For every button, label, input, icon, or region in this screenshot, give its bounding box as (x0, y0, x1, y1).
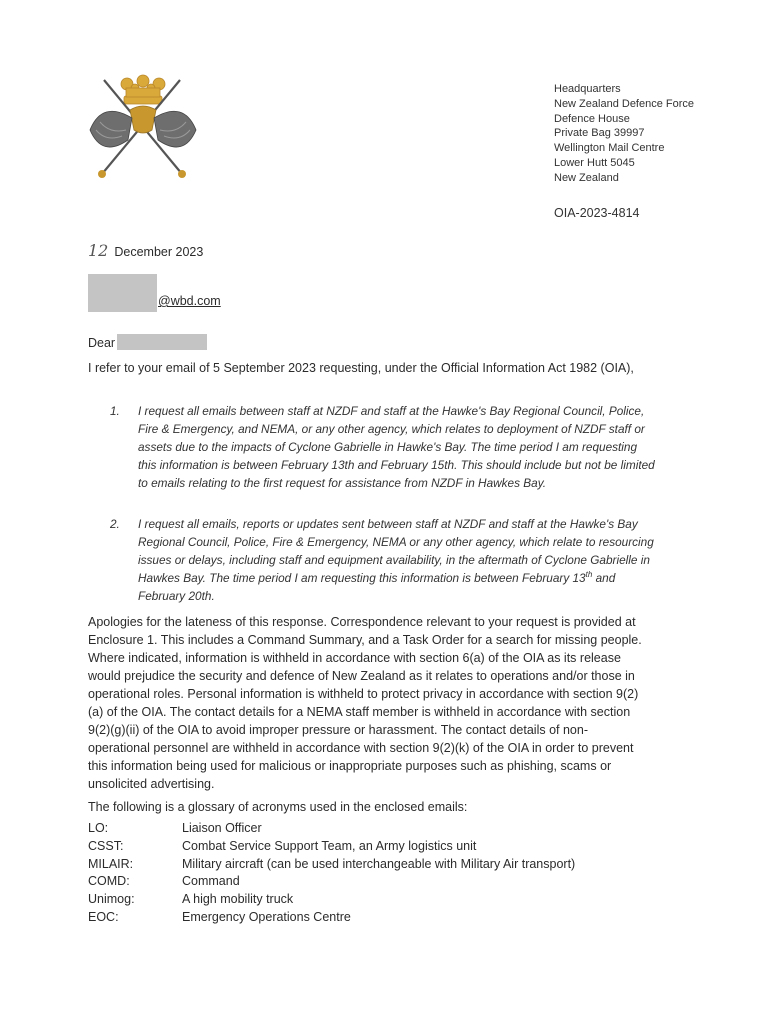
letter-date (88, 241, 203, 260)
glossary-term: EOC: (88, 909, 119, 924)
glossary-row (88, 820, 575, 838)
glossary-definition: Combat Service Support Team, an Army logistics unit (182, 838, 477, 853)
request-text (138, 515, 658, 605)
request-number: 1. (110, 404, 120, 418)
glossary-list (88, 820, 575, 927)
address-line: New Zealand Defence Force (554, 97, 695, 110)
glossary-definition: A high mobility truck (182, 892, 294, 907)
address-line: Headquarters (554, 83, 621, 95)
response-paragraph: Apologies for the lateness of this response. Correspondence relevant to your request is provided at Enclosure 1. This includes a Command Summary, and a Task Order for a search for missing people. Where indicated, information is withheld in accordance with section 6(a) of the OIA as its release would prejudice the security and defence of New Zealand as it relates to operations and/or those in operational roles. Personal information is withheld to protect privacy in accordance with section 9(2)(a) of the OIA. The contact details for a NEMA staff member is withheld in accordance with section 9(2)(g)(ii) of the OIA to avoid improper pressure or harassment. The contact details of non-operational personnel are withheld in accordance with section 9(2)(k) of the OIA in order to prevent this information being used for malicious or inappropriate purposes such as phishing, scams or unsolicited advertising. (88, 615, 642, 791)
address-line: Defence House (554, 112, 630, 125)
intro-paragraph: I refer to your email of 5 September 2023 requesting, under the Official Information Act 1982 (OIA), (88, 361, 634, 375)
glossary-row (88, 909, 575, 927)
request-text-part: and February 20th. (138, 571, 616, 603)
email-suffix: @wbd.com (158, 294, 221, 308)
reference-number: OIA-2023-4814 (554, 206, 640, 220)
glossary-row (88, 838, 575, 856)
glossary-term: COMD: (88, 874, 130, 889)
recipient-email (88, 274, 221, 312)
request-number: 2. (110, 517, 120, 531)
letterhead-address (554, 82, 694, 186)
address-line: Private Bag 39997 (554, 127, 645, 140)
glossary-term: MILAIR: (88, 856, 134, 871)
glossary-term: LO: (88, 821, 109, 835)
glossary-term: CSST: (88, 838, 124, 853)
nzdf-crest-logo (82, 70, 202, 182)
glossary-definition: Command (182, 874, 240, 889)
redaction-block (88, 274, 157, 312)
address-line: Lower Hutt 5045 (554, 156, 635, 169)
glossary-definition: Military aircraft (can be used interchangeable with Military Air transport) (182, 856, 576, 871)
glossary-row (88, 891, 575, 909)
glossary-definition: Liaison Officer (182, 821, 262, 835)
glossary-term: Unimog: (88, 892, 135, 907)
address-line: Wellington Mail Centre (554, 142, 665, 155)
handwritten-day: 12 (88, 241, 109, 260)
glossary-row (88, 873, 575, 891)
glossary-definition: Emergency Operations Centre (182, 909, 351, 924)
salutation-text: Dear (88, 336, 116, 350)
address-line: New Zealand (554, 171, 619, 184)
superscript: th (585, 570, 593, 580)
request-text-part: I request all emails, reports or updates sent between staff at NZDF and staff at the Hawke's Bay Regional Council, Police, Fire & Emergency, NEMA or any other agency, which relate to resourcing issues or delays, including staff and equipment availability, in the aftermath of Cyclone Gabrielle in Hawkes Bay. The time period I am requesting this information is between February 13 (138, 517, 654, 585)
date-text: December 2023 (114, 245, 204, 259)
redaction-block (117, 334, 207, 350)
glossary-intro: The following is a glossary of acronyms used in the enclosed emails: (88, 800, 468, 814)
request-item (110, 402, 658, 492)
request-item (110, 515, 658, 605)
salutation (88, 334, 207, 350)
glossary-row (88, 856, 575, 874)
request-text: I request all emails between staff at NZDF and staff at the Hawke's Bay Regional Council, Police, Fire & Emergency, and NEMA, or any other agency, which relates to deployment of NZDF staff or assets due to the impacts of Cyclone Gabrielle in Hawke's Bay. The time period I am requesting this information is between February 13th and February 15th. This should include but not be limited to emails relating to the first request for assistance from NZDF in Hawkes Bay. (138, 404, 655, 490)
